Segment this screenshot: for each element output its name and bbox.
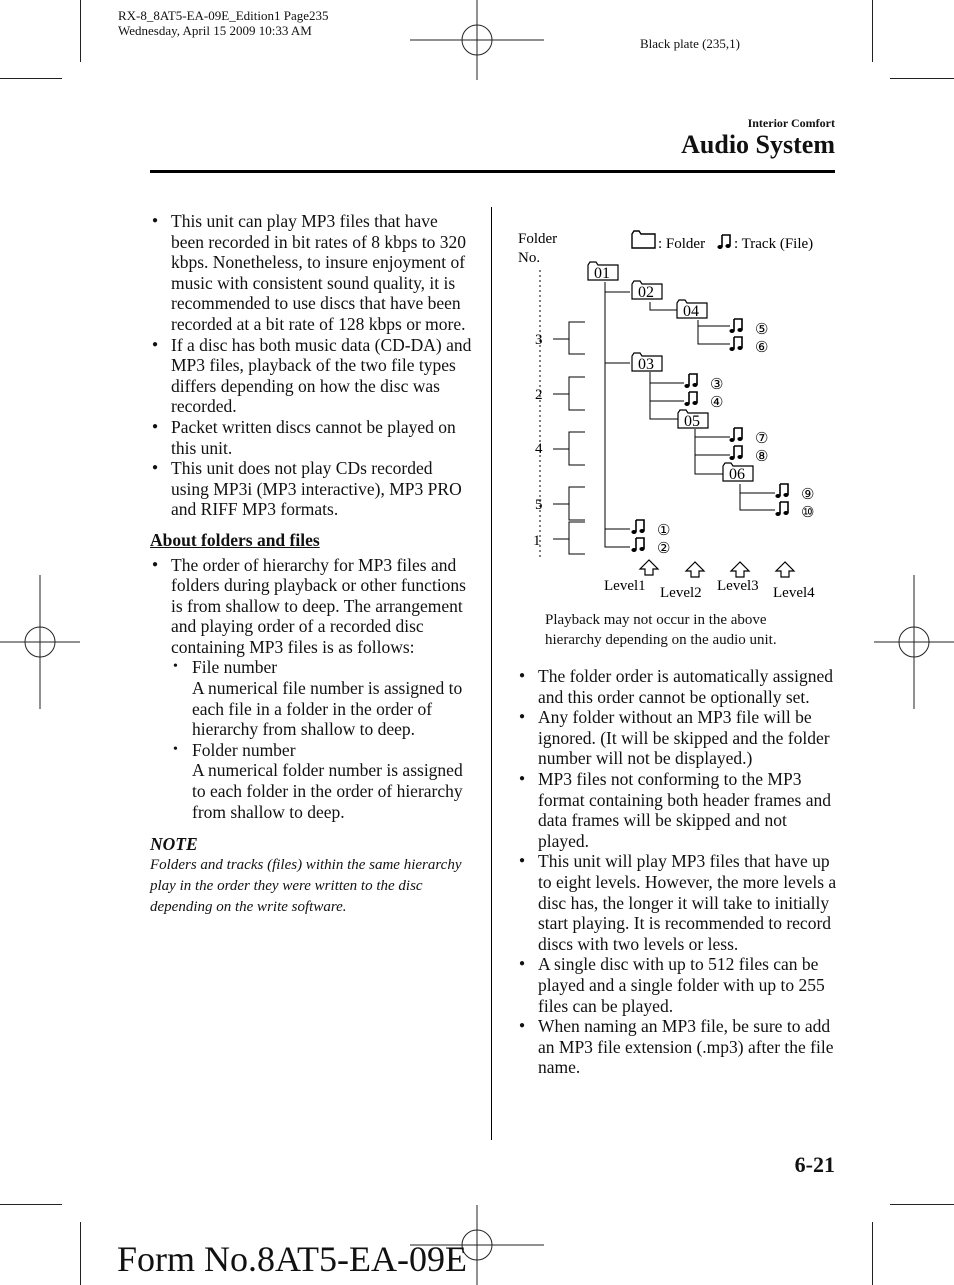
music-note-icon	[684, 374, 697, 388]
level-arrow-icon	[731, 562, 749, 577]
page-number: 6-21	[794, 1152, 835, 1177]
folder-no-label: Folder	[518, 231, 558, 247]
section-label: Interior Comfort	[747, 116, 835, 130]
folder-label-01: 01	[594, 265, 610, 282]
list-item: ● This unit can play MP3 files that have been recorded in bit rates of 8 kbps to 320 kbps. Nonetheless, to insure enjoyment of music with consistent sound quality, it is recommended to use discs that have been recorded at a bit rate of 128 kbps or more.	[150, 211, 472, 335]
page-title: Audio System	[681, 130, 835, 159]
folder-label-02: 02	[638, 284, 654, 301]
list-item: ● When naming an MP3 file, be sure to add an MP3 file extension (.mp3) after the file name.	[517, 1016, 837, 1078]
registration-mark-right	[874, 575, 954, 709]
folder-label-04: 04	[683, 303, 699, 320]
left-bullet-list	[150, 211, 472, 520]
registration-mark-left	[0, 575, 80, 709]
print-header	[118, 8, 329, 38]
level-1-label: Level1	[604, 578, 646, 594]
music-note-icon	[775, 484, 788, 498]
legend-folder-label: : Folder	[658, 236, 706, 252]
list-item: ● MP3 files not conforming to the MP3 format containing both header frames and data frames will be skipped and not played.	[517, 769, 837, 851]
right-column	[517, 666, 837, 1078]
folder-label-06: 06	[729, 466, 745, 483]
music-note-icon	[729, 428, 742, 442]
folder-label-03: 03	[638, 356, 654, 373]
music-note-icon	[729, 337, 742, 351]
list-item: ● This unit does not play CDs recorded using MP3i (MP3 interactive), MP3 PRO and RIFF MP3 formats.	[150, 458, 472, 520]
track-5: ⑤	[755, 322, 769, 338]
folder-number-3: 3	[535, 332, 543, 348]
level-arrow-icon	[686, 562, 704, 577]
track-10: ⑩	[801, 505, 815, 521]
sub-item-desc: A numerical file number is assigned to each file in a folder in the order of hierarchy from shallow to deep.	[192, 678, 463, 740]
track-1: ①	[657, 523, 671, 539]
folder-brackets	[553, 322, 585, 554]
note-heading: NOTE	[150, 834, 198, 855]
plate-label: Black plate (235,1)	[640, 36, 740, 51]
about-folders-heading: About folders and files	[150, 529, 320, 550]
sub-list	[171, 657, 472, 822]
track-6: ⑥	[755, 340, 769, 356]
right-bullet-list	[517, 666, 837, 1078]
folder-number-2: 2	[535, 387, 543, 403]
sub-list-item	[171, 657, 472, 739]
sub-list-item	[171, 740, 472, 822]
music-note-icon	[775, 502, 788, 516]
left-column	[150, 211, 472, 918]
list-item: ● Any folder without an MP3 file will be ignored. (It will be skipped and the folder number will not be displayed.)	[517, 707, 837, 769]
list-item: ● A single disc with up to 512 files can be played and a single folder with up to 255 files can be played.	[517, 954, 837, 1016]
sub-item-title: File number	[192, 657, 278, 678]
music-note-icon	[684, 392, 697, 406]
print-header-line-1: RX-8_8AT5-EA-09E_Edition1 Page235	[118, 8, 329, 23]
level-3-label: Level3	[717, 578, 759, 594]
print-header-line-2: Wednesday, April 15 2009 10:33 AM	[118, 23, 312, 38]
folder-hierarchy-diagram	[505, 222, 840, 612]
registration-mark-top	[410, 0, 544, 80]
column-divider	[491, 207, 492, 1140]
level-4-label: Level4	[773, 585, 815, 601]
music-note-icon	[717, 235, 730, 249]
folder-number-1: 1	[533, 533, 541, 549]
music-note-icon	[729, 319, 742, 333]
track-9: ⑨	[801, 487, 815, 503]
track-2: ②	[657, 541, 671, 557]
legend-track-label: : Track (File)	[734, 236, 814, 252]
sub-item-desc: A numerical folder number is assigned to each folder in the order of hierarchy from shallow to deep.	[192, 760, 463, 822]
level-2-label: Level2	[660, 585, 702, 601]
folder-no-label: No.	[518, 250, 541, 266]
folder-number-4: 4	[535, 441, 543, 457]
sub-item-title: Folder number	[192, 739, 296, 760]
about-bullet-list	[150, 555, 472, 823]
form-number: Form No.8AT5-EA-09E	[117, 1239, 467, 1279]
list-item	[150, 555, 472, 823]
music-note-icon	[631, 538, 644, 552]
track-3: ③	[710, 377, 724, 393]
track-7: ⑦	[755, 431, 769, 447]
level-arrow-icon	[776, 562, 794, 577]
list-item: ● The folder order is automatically assigned and this order cannot be optionally set.	[517, 666, 837, 707]
folder-icon	[632, 231, 655, 248]
level-arrow-icon	[640, 560, 658, 575]
track-8: ⑧	[755, 449, 769, 465]
title-rule	[150, 170, 835, 173]
list-item: ● This unit will play MP3 files that have up to eight levels. However, the more levels a disc has, the longer it will take to initially start playing. It is recommended to record discs with two levels or less.	[517, 851, 837, 954]
music-note-icon	[631, 520, 644, 534]
diagram-caption: Playback may not occur in the above hierarchy depending on the audio unit.	[545, 612, 777, 648]
about-bullet-text: The order of hierarchy for MP3 files and folders during playback or other functions is from shallow to deep. The arrangement and playing order of a recorded disc containing MP3 files is as follows:	[171, 554, 466, 657]
note-text: Folders and tracks (files) within the same hierarchy play in the order they were written to the disc depending on the write software.	[150, 856, 462, 915]
folder-label-05: 05	[684, 413, 700, 430]
folder-number-5: 5	[535, 497, 543, 513]
list-item: ● Packet written discs cannot be played on this unit.	[150, 417, 472, 458]
track-4: ④	[710, 395, 724, 411]
list-item: ● If a disc has both music data (CD-DA) and MP3 files, playback of the two file types differs depending on how the disc was recorded.	[150, 335, 472, 417]
music-note-icon	[729, 446, 742, 460]
